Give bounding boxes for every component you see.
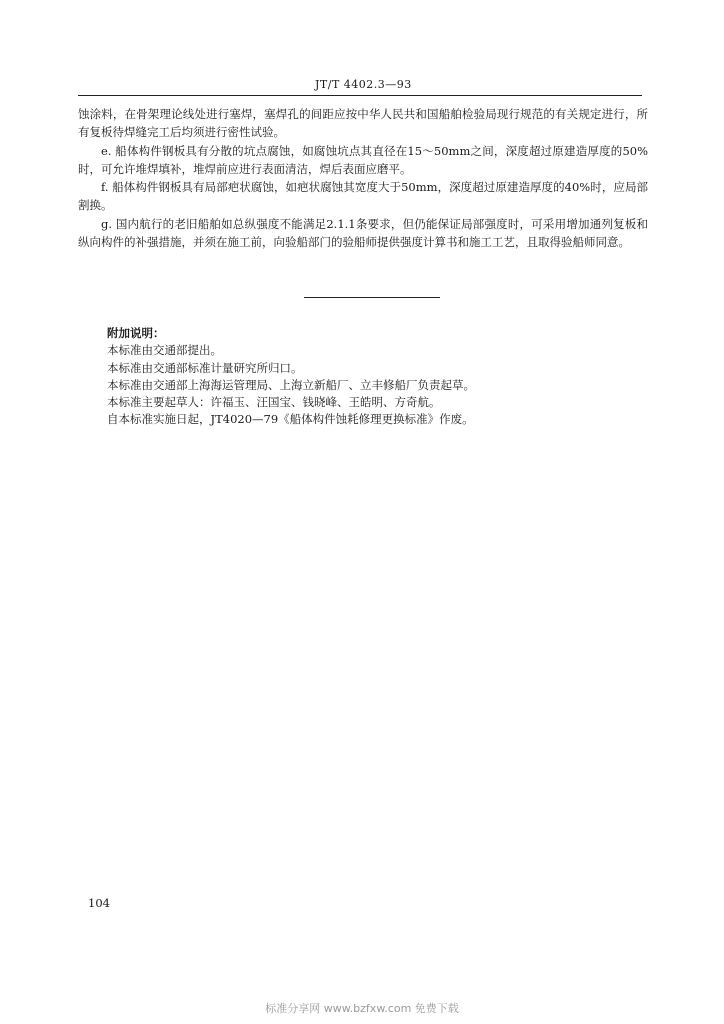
- paragraph-item-e: e. 船体构件钢板具有分散的坑点腐蚀，如腐蚀坑点其直径在15～50mm之间，深度超过原建造厚度的50%时，可允许堆焊填补，堆焊前应进行表面清洁，焊后表面应磨平。: [78, 143, 648, 176]
- page-number: 104: [88, 896, 110, 910]
- paragraph-item-f: f. 船体构件钢板具有局部疤状腐蚀，如疤状腐蚀其宽度大于50mm，深度超过原建造厚度的40%时，应局部割换。: [78, 180, 648, 213]
- standard-code: JT/T 4402.3—93: [315, 78, 412, 91]
- paragraph-item-g: g. 国内航行的老旧船舶如总纵强度不能满足2.1.1条要求，但仍能保证局部强度时，可采用增加通列复板和纵向构件的补强措施，并须在施工前，向验船部门的验船师提供强度计算书和施工工艺，且取得验船师同意。: [78, 216, 648, 250]
- note-line: 本标准由交通部标准计量研究所归口。: [107, 360, 303, 375]
- note-line: 本标准由交通部提出。: [107, 343, 222, 358]
- paragraph-continuation: 蚀涂料，在骨架理论线处进行塞焊，塞焊孔的间距应按中华人民共和国船舶检验局现行规范的有关规定进行，所有复板待焊缝完工后均须进行密性试验。: [78, 107, 648, 140]
- notes-title: 附加说明：: [107, 326, 165, 340]
- note-line: 自本标准实施日起，JT4020—79《船体构件蚀耗修理更换标准》作废。: [107, 412, 474, 427]
- header-rule: [78, 95, 642, 96]
- body-text: [78, 105, 648, 251]
- footer-watermark[interactable]: 标准分享网 www.bzfxw.com 免费下载: [265, 1002, 459, 1015]
- additional-notes: [107, 325, 627, 429]
- note-line: 本标准由交通部上海海运管理局、上海立新船厂、立丰修船厂负责起草。: [107, 377, 475, 392]
- note-line: 本标准主要起草人：许福玉、汪国宝、钱晓峰、王皓明、方奇航。: [107, 395, 441, 410]
- section-divider: [304, 297, 440, 298]
